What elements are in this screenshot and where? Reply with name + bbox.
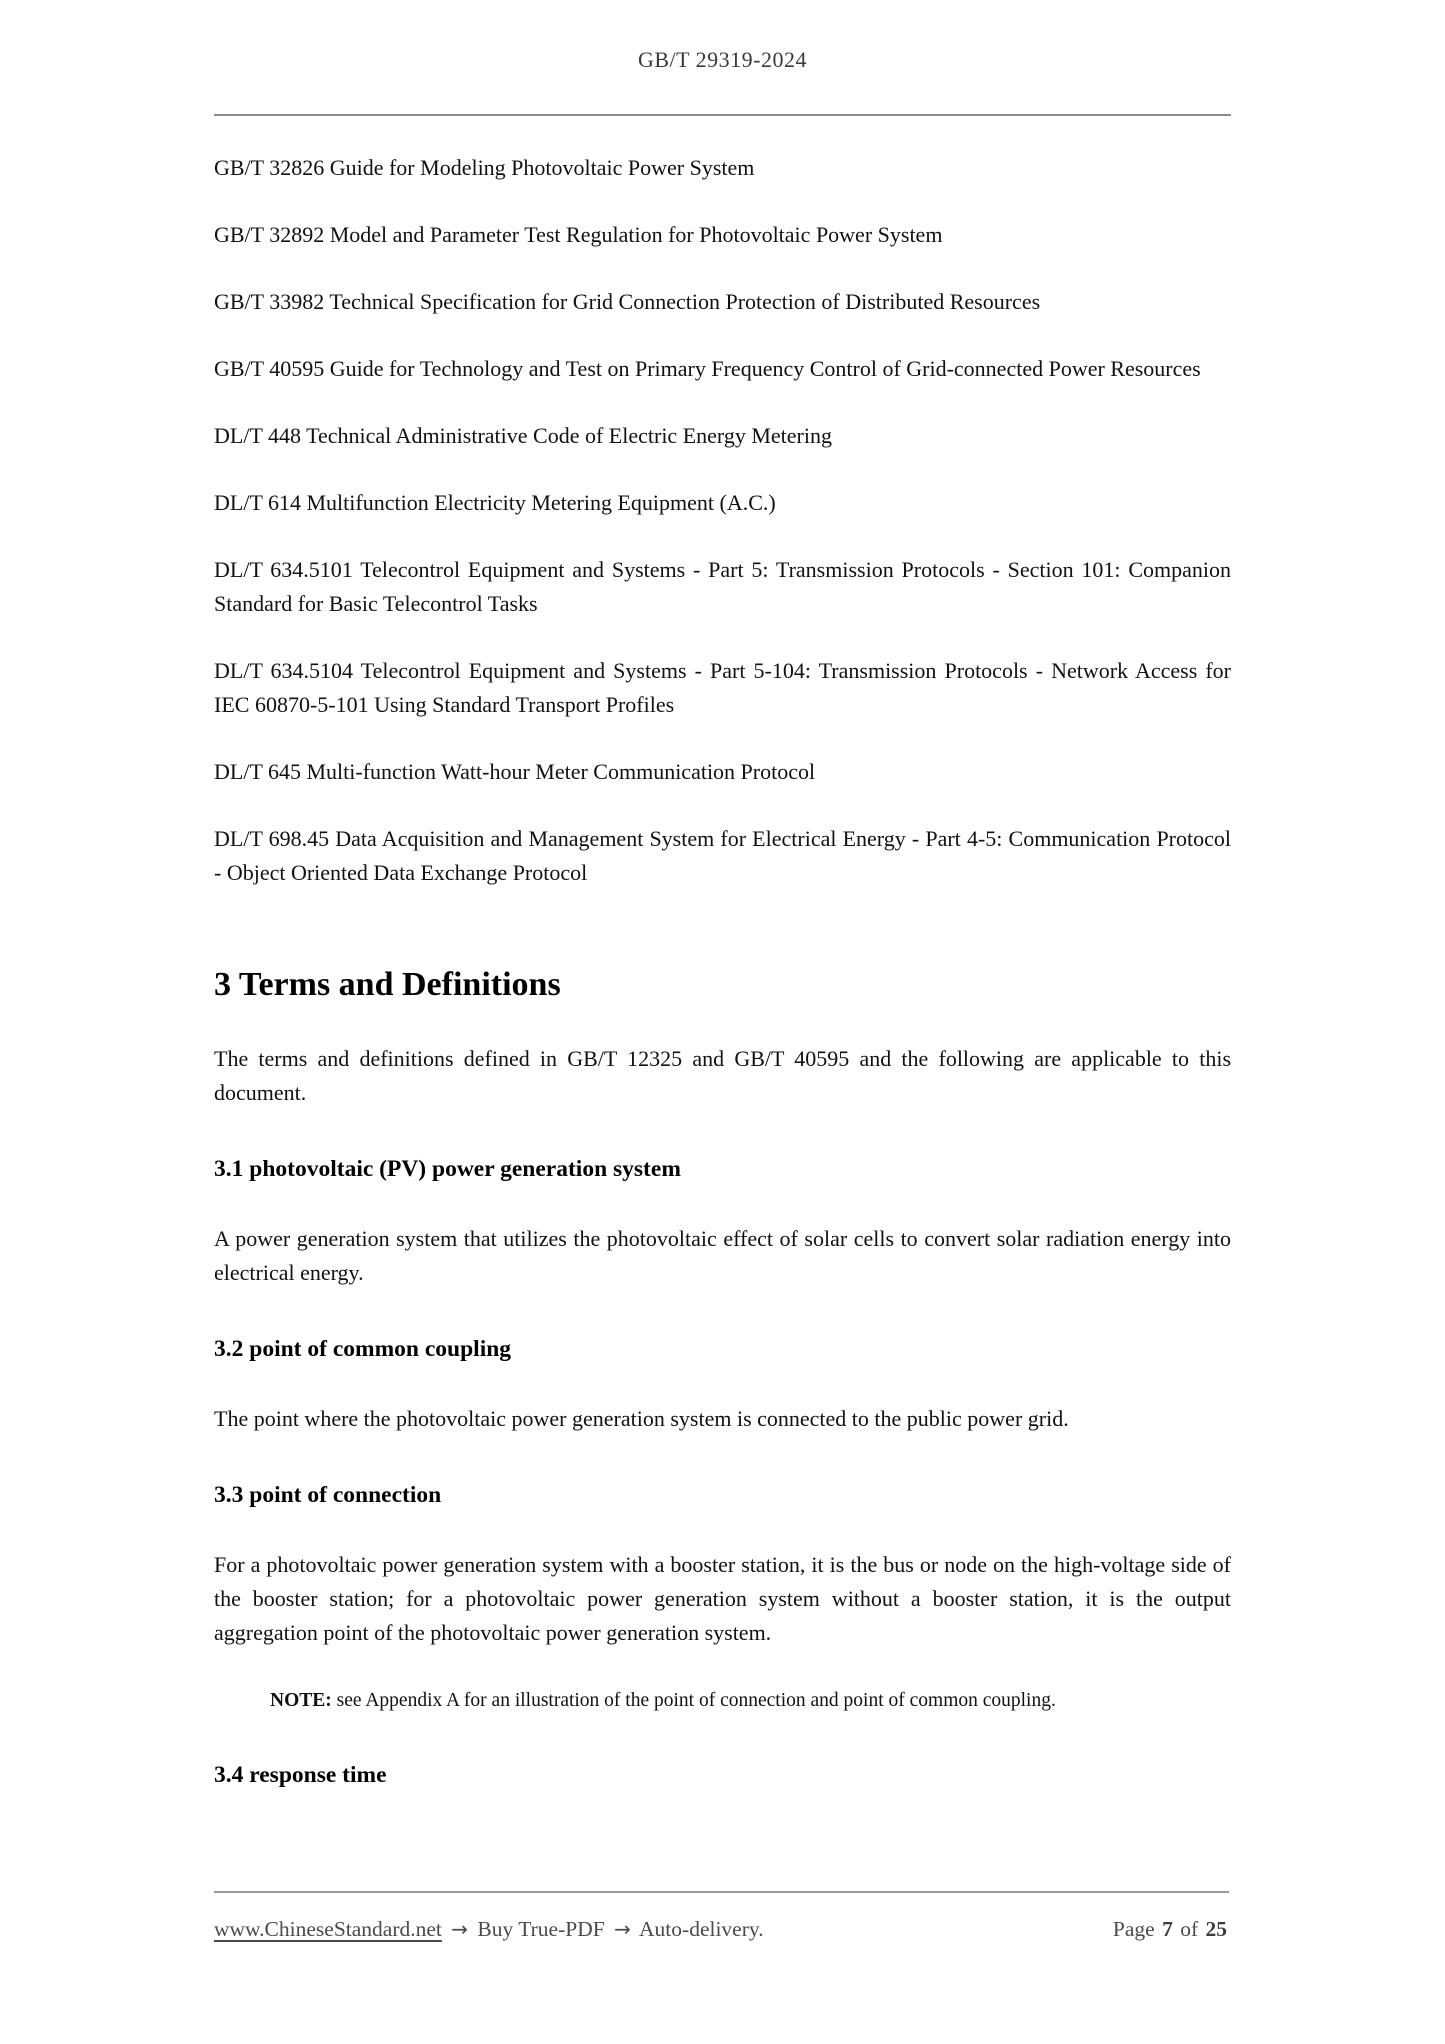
term-heading-3-3: 3.3 point of connection <box>214 1482 442 1508</box>
page-content <box>214 116 1231 1792</box>
reference-item: DL/T 614 Multifunction Electricity Metering Equipment (A.C.) <box>214 490 776 515</box>
term-body-3-2: The point where the photovoltaic power generation system is connected to the public power grid. <box>214 1406 1069 1431</box>
reference-item: DL/T 698.45 Data Acquisition and Management System for Electrical Energy - Part 4-5: Communication Protocol - Object Oriented Data Exchange Protocol <box>214 826 1231 885</box>
reference-item: DL/T 645 Multi-function Watt-hour Meter Communication Protocol <box>214 759 816 784</box>
website-link[interactable]: www.ChineseStandard.net <box>214 1917 442 1941</box>
page-indicator <box>1113 1915 1229 1943</box>
of-label: of <box>1180 1917 1199 1941</box>
reference-item: DL/T 634.5101 Telecontrol Equipment and Systems - Part 5: Transmission Protocols - Section 101: Companion Standard for Basic Telecontrol Tasks <box>214 557 1231 616</box>
arrow-icon: → <box>451 1917 469 1941</box>
term-body-3-1: A power generation system that utilizes the photovoltaic effect of solar cells to convert solar radiation energy into electrical energy. <box>214 1226 1231 1285</box>
term-note-3-3 <box>214 1686 1231 1716</box>
term-body-3-3: For a photovoltaic power generation system with a booster station, it is the bus or node on the high-voltage side of the booster station; for a photovoltaic power generation system without a booster station, it is the output aggregation point of the photovoltaic power generation system. <box>214 1552 1231 1645</box>
reference-item: GB/T 32892 Model and Parameter Test Regulation for Photovoltaic Power System <box>214 222 943 247</box>
auto-delivery-text: Auto-delivery. <box>639 1917 764 1941</box>
page-number: 7 <box>1162 1917 1173 1941</box>
page-footer <box>214 1891 1229 1943</box>
term-heading-3-1: 3.1 photovoltaic (PV) power generation system <box>214 1156 681 1182</box>
reference-item: DL/T 634.5104 Telecontrol Equipment and Systems - Part 5-104: Transmission Protocols - Network Access for IEC 60870-5-101 Using Standard Transport Profiles <box>214 658 1231 717</box>
reference-item: GB/T 33982 Technical Specification for Grid Connection Protection of Distributed Resources <box>214 289 1041 314</box>
note-text: see Appendix A for an illustration of the point of connection and point of common coupling. <box>336 1690 1056 1711</box>
standard-number: GB/T 29319-2024 <box>637 47 808 72</box>
buy-true-pdf-text: Buy True-PDF <box>477 1917 605 1941</box>
note-label: NOTE: <box>270 1690 332 1711</box>
footer-promo <box>214 1915 764 1943</box>
section-heading: 3 Terms and Definitions <box>214 966 561 1003</box>
section-intro: The terms and definitions defined in GB/T 12325 and GB/T 40595 and the following are applicable to this document. <box>214 1046 1231 1105</box>
arrow-icon: → <box>614 1917 631 1941</box>
term-heading-3-2: 3.2 point of common coupling <box>214 1336 512 1362</box>
page-total: 25 <box>1205 1917 1227 1941</box>
page-header <box>214 0 1231 116</box>
reference-item: GB/T 40595 Guide for Technology and Test on Primary Frequency Control of Grid-connected Power Resources <box>214 356 1201 381</box>
term-heading-3-4: 3.4 response time <box>214 1762 387 1788</box>
page-label: Page <box>1112 1917 1155 1941</box>
reference-item: DL/T 448 Technical Administrative Code of Electric Energy Metering <box>214 423 832 448</box>
reference-item: GB/T 32826 Guide for Modeling Photovoltaic Power System <box>214 155 755 180</box>
